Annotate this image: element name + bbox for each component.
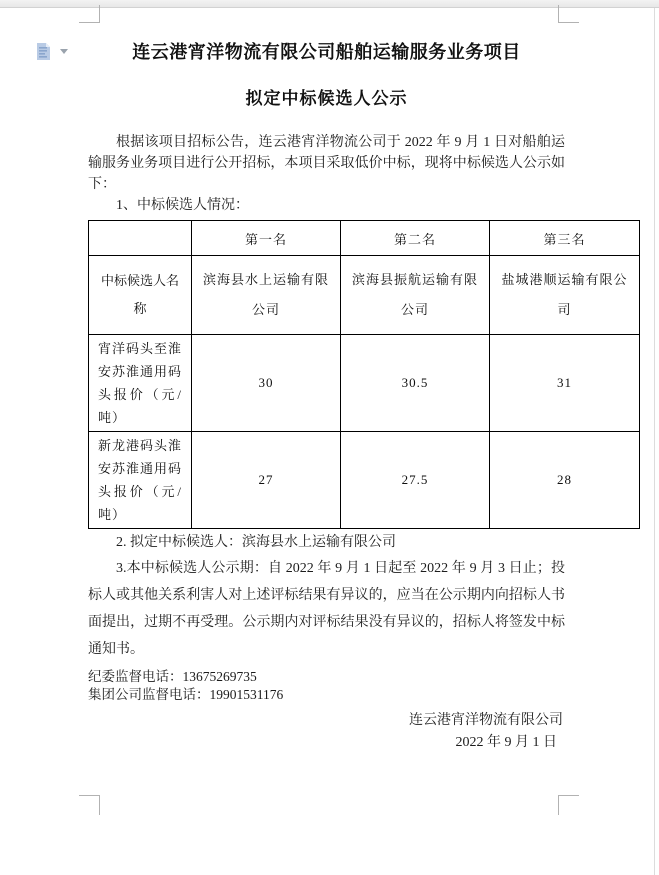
page-edge-line <box>654 8 655 875</box>
discipline-phone-line: 纪委监督电话：13675269735 <box>88 669 257 684</box>
paste-options-button[interactable] <box>34 41 68 67</box>
header-cell-blank <box>89 221 192 256</box>
section1-heading: 1、中标候选人情况： <box>116 198 249 213</box>
document-title: 连云港宵洋物流有限公司船舶运输服务业务项目 <box>132 42 521 62</box>
xinlonggang-quote-2: 27.5 <box>341 432 490 529</box>
bid-candidates-table <box>88 220 640 529</box>
section3-publicity-period: 3.本中标候选人公示期：自 2022 年 9 月 1 日起至 2022 年 9 月 3 日止；投标人或其他关系利害人对上述评标结果有异议的，应当在公示期内向招标人书面提出，过期不再受理。公示期内对评标结果没有异议的，招标人将签发中标通知书。 <box>88 561 565 657</box>
supervision-phones <box>88 668 565 704</box>
candidate-2-name: 滨海县振航运输有限公司 <box>341 256 490 335</box>
xiaoyang-quote-3: 31 <box>490 335 640 432</box>
document-subtitle: 拟定中标候选人公示 <box>245 89 408 108</box>
text-boundary-mark-bottom-right <box>558 795 579 815</box>
intro-paragraph: 根据该项目招标公告，连云港宵洋物流公司于 2022 年 9 月 1 日对船舶运输服务业务项目进行公开招标，本项目采取低价中标，现将中标候选人公示如下： <box>88 135 565 192</box>
row-label-xiaoyang-quote: 宵洋码头至淮安苏淮通用码头报价（元/吨） <box>89 335 192 432</box>
table-header-row <box>89 221 640 256</box>
header-cell-third-place: 第三名 <box>490 221 640 256</box>
text-boundary-mark-top-right <box>558 5 579 23</box>
table-row <box>89 256 640 335</box>
xiaoyang-quote-1: 30 <box>192 335 341 432</box>
header-cell-first-place: 第一名 <box>192 221 341 256</box>
xiaoyang-quote-2: 30.5 <box>341 335 490 432</box>
table-row <box>89 335 640 432</box>
header-cell-second-place: 第二名 <box>341 221 490 256</box>
text-boundary-mark-bottom-left <box>79 795 100 815</box>
signature-company: 连云港宵洋物流有限公司 <box>409 713 563 728</box>
candidate-1-name: 滨海县水上运输有限公司 <box>192 256 341 335</box>
chevron-down-icon <box>60 49 68 54</box>
candidate-3-name: 盐城港顺运输有限公司 <box>490 256 640 335</box>
table-row <box>89 432 640 529</box>
row-label-candidate-name: 中标候选人名称 <box>89 256 192 335</box>
signature-date: 2022 年 9 月 1 日 <box>455 735 557 750</box>
text-boundary-mark-top-left <box>79 5 100 23</box>
row-label-xinlonggang-quote: 新龙港码头淮安苏淮通用码头报价（元/吨） <box>89 432 192 529</box>
group-phone-line: 集团公司监督电话：19901531176 <box>88 687 284 702</box>
xinlonggang-quote-1: 27 <box>192 432 341 529</box>
xinlonggang-quote-3: 28 <box>490 432 640 529</box>
signature-block <box>88 710 565 754</box>
document-body <box>88 34 628 754</box>
section2-proposed-winner: 2. 拟定中标候选人：滨海县水上运输有限公司 <box>116 535 396 550</box>
